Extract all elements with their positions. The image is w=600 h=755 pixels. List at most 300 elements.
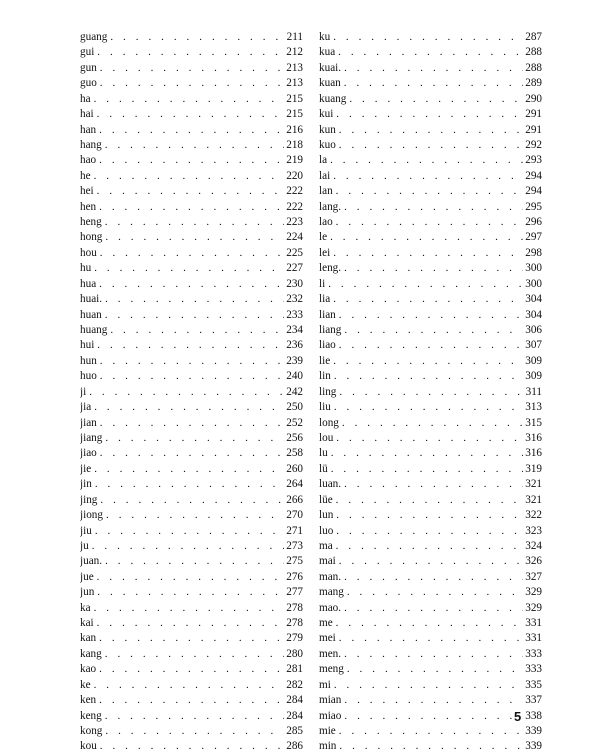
dot-leader (336, 385, 523, 400)
index-entry-syllable: lan (319, 185, 333, 198)
index-entry-page: 287 (525, 31, 542, 43)
index-entry (80, 446, 303, 461)
dot-leader (96, 153, 284, 168)
index-entry-syllable: man. (319, 570, 342, 583)
index-entry-page: 240 (286, 370, 303, 383)
index-entry-syllable: kong (80, 724, 103, 737)
index-entry-page: 271 (286, 524, 303, 537)
dot-leader (336, 724, 523, 739)
index-entry (80, 477, 303, 492)
index-entry-syllable: hun (80, 354, 97, 367)
index-entry-syllable: ju (80, 539, 89, 552)
index-entry-page: 270 (286, 509, 303, 522)
dot-leader (331, 678, 523, 693)
dot-leader (91, 92, 285, 107)
index-entry (319, 631, 542, 646)
dot-leader (333, 539, 524, 554)
index-entry (319, 678, 542, 693)
index-entry-syllable: kuai. (319, 61, 342, 74)
index-entry-page: 306 (525, 324, 542, 337)
index-entry-page: 260 (286, 462, 303, 475)
index-entry-syllable: kun (319, 123, 336, 136)
dot-leader (333, 616, 524, 631)
dot-leader (330, 292, 523, 307)
dot-leader (94, 616, 285, 631)
index-entry (319, 261, 542, 276)
index-entry (319, 508, 542, 523)
index-entry-page: 339 (525, 724, 542, 737)
index-entry (80, 230, 303, 245)
index-entry-syllable: jiao (80, 447, 97, 460)
dot-leader (327, 153, 523, 168)
index-entry-syllable: leng. (319, 262, 342, 275)
index-entry-page: 239 (286, 354, 303, 367)
dot-leader (330, 169, 523, 184)
index-entry-syllable: lang. (319, 200, 342, 213)
index-entry (80, 92, 303, 107)
index-entry (319, 277, 542, 292)
index-entry (80, 724, 303, 739)
index-entry-syllable: hai (80, 108, 94, 121)
index-entry-syllable: jiu (80, 524, 92, 537)
index-entry-page: 284 (286, 694, 303, 707)
index-entry (80, 662, 303, 677)
index-entry-page: 215 (286, 108, 303, 121)
index-entry-syllable: men. (319, 647, 342, 660)
index-entry-page: 329 (525, 601, 542, 614)
index-entry-page: 234 (286, 324, 303, 337)
index-entry (80, 508, 303, 523)
index-entry-syllable: huo (80, 370, 97, 383)
index-entry (319, 323, 542, 338)
index-entry-syllable: ku (319, 31, 331, 43)
index-entry-syllable: heng (80, 216, 102, 229)
index-entry-page: 284 (286, 709, 303, 722)
index-entry-syllable: jing (80, 493, 98, 506)
index-entry-syllable: jiong (80, 509, 103, 522)
dot-leader (91, 169, 285, 184)
index-entry-syllable: mai (319, 555, 336, 568)
dot-leader (341, 61, 523, 76)
index-entry (80, 493, 303, 508)
dot-leader (89, 539, 285, 554)
index-entry-syllable: hu (80, 262, 92, 275)
dot-leader (336, 554, 523, 569)
index-entry-page: 222 (286, 185, 303, 198)
index-entry (319, 153, 542, 168)
dot-leader (102, 554, 284, 569)
dot-leader (346, 92, 523, 107)
index-entry-page: 252 (286, 416, 303, 429)
index-entry-page: 309 (525, 370, 542, 383)
index-entry-syllable: la (319, 154, 328, 167)
index-entry-page: 242 (286, 385, 303, 398)
index-entry-page: 276 (286, 570, 303, 583)
index-entry (319, 123, 542, 138)
page-number: 5 (514, 709, 522, 724)
dot-leader (97, 354, 284, 369)
index-entry (319, 400, 542, 415)
index-entry-syllable: ha (80, 92, 91, 105)
dot-leader (102, 308, 284, 323)
index-entry-page: 222 (286, 200, 303, 213)
dot-leader (336, 123, 523, 138)
index-entry-syllable: huai. (80, 293, 103, 306)
index-entry-syllable: juan. (80, 555, 103, 568)
index-entry-page: 280 (286, 647, 303, 660)
index-entry-syllable: jie (80, 462, 92, 475)
index-entry-page: 224 (286, 231, 303, 244)
index-entry-syllable: hong (80, 231, 103, 244)
index-entry-page: 316 (525, 447, 542, 460)
index-entry-syllable: ka (80, 601, 91, 614)
dot-leader (333, 493, 524, 508)
index-entry-page: 256 (286, 431, 303, 444)
index-entry-page: 278 (286, 617, 303, 630)
index-entry (319, 493, 542, 508)
index-entry-syllable: lun (319, 509, 334, 522)
index-entry-page: 223 (286, 216, 303, 229)
index-entry (80, 462, 303, 477)
index-entry-page: 294 (525, 169, 542, 182)
index-entry-syllable: huang (80, 324, 108, 337)
dot-leader (92, 524, 284, 539)
index-entry (319, 662, 542, 677)
index-entry-syllable: kan (80, 632, 97, 645)
index-entry (80, 693, 303, 708)
index-entry (80, 184, 303, 199)
index-entry-page: 273 (286, 539, 303, 552)
index-entry-page: 218 (286, 138, 303, 151)
dot-leader (91, 462, 284, 477)
index-entry (319, 354, 542, 369)
index-entry-syllable: mang (319, 586, 344, 599)
index-entry-page: 316 (525, 431, 542, 444)
index-entry-syllable: ji (80, 385, 87, 398)
dot-leader (336, 138, 523, 153)
index-entry-page: 295 (525, 200, 542, 213)
dot-leader (328, 446, 524, 461)
index-entry-page: 291 (525, 123, 542, 136)
index-entry-page: 281 (286, 663, 303, 676)
dot-leader (327, 230, 523, 245)
index-entry (80, 354, 303, 369)
dot-leader (102, 724, 284, 739)
index-entry-page: 278 (286, 601, 303, 614)
index-entry-syllable: lia (319, 293, 331, 306)
index-entry (80, 416, 303, 431)
index-entry (80, 76, 303, 91)
index-entry (319, 554, 542, 569)
index-entry (319, 693, 542, 708)
index-entry-syllable: ke (80, 678, 91, 691)
dot-leader (97, 493, 284, 508)
index-entry (80, 261, 303, 276)
index-column-right (319, 30, 542, 755)
index-entry-page: 324 (525, 539, 542, 552)
index-entry-page: 292 (525, 138, 542, 151)
index-entry-syllable: huan (80, 308, 102, 321)
index-entry-page: 297 (525, 231, 542, 244)
index-entry-syllable: kuo (319, 138, 336, 151)
dot-leader (91, 400, 284, 415)
index-entry-page: 331 (525, 617, 542, 630)
index-entry-page: 286 (286, 740, 303, 753)
index-entry (319, 200, 542, 215)
index-entry-syllable: lin (319, 370, 331, 383)
dot-leader (97, 416, 284, 431)
index-entry (80, 153, 303, 168)
index-entry (319, 724, 542, 739)
index-entry-syllable: guo (80, 77, 97, 90)
index-entry (319, 416, 542, 431)
index-entry-syllable: kuang (319, 92, 347, 105)
dot-leader (102, 230, 284, 245)
index-entry-page: 233 (286, 308, 303, 321)
index-column-left (80, 30, 303, 755)
index-entry-page: 335 (525, 678, 542, 691)
index-entry-page: 290 (525, 92, 542, 105)
index-entry-syllable: luo (319, 524, 334, 537)
index-entry-page: 326 (525, 555, 542, 568)
index-entry-page: 288 (525, 61, 542, 74)
index-entry-page: 213 (286, 77, 303, 90)
index-entry (319, 92, 542, 107)
index-entry-page: 323 (525, 524, 542, 537)
index-entry-page: 288 (525, 46, 542, 59)
dot-leader (341, 570, 523, 585)
index-entry-page: 220 (286, 169, 303, 182)
index-entry-syllable: he (80, 169, 91, 182)
index-entry-syllable: kuan (319, 77, 341, 90)
index-entry (319, 739, 542, 754)
index-entry (80, 323, 303, 338)
index-entry (319, 61, 542, 76)
dot-leader (91, 601, 285, 616)
index-entry-syllable: liao (319, 339, 336, 352)
index-entry-syllable: hou (80, 246, 97, 259)
index-entry (319, 338, 542, 353)
index-entry (80, 570, 303, 585)
index-entry (80, 246, 303, 261)
index-entry-page: 331 (525, 632, 542, 645)
dot-leader (333, 508, 523, 523)
index-entry (80, 338, 303, 353)
index-entry (80, 678, 303, 693)
index-entry-syllable: kai (80, 617, 94, 630)
index-entry-syllable: liu (319, 401, 331, 414)
index-entry-syllable: jue (80, 570, 94, 583)
index-entry-syllable: kui (319, 108, 334, 121)
index-entry (319, 524, 542, 539)
index-entry-syllable: hang (80, 138, 102, 151)
index-entry (80, 554, 303, 569)
index-entry-page: 266 (286, 493, 303, 506)
index-entry-syllable: li (319, 277, 326, 290)
index-entry (80, 292, 303, 307)
dot-leader (96, 631, 284, 646)
index-entry-syllable: hao (80, 154, 97, 167)
index-entry-syllable: guang (80, 31, 108, 43)
index-entry-syllable: liang (319, 324, 342, 337)
index-entry-page: 225 (286, 246, 303, 259)
dot-leader (97, 739, 284, 754)
dot-leader (341, 693, 523, 708)
index-entry-syllable: long (319, 416, 339, 429)
index-entry-syllable: kao (80, 663, 97, 676)
index-entry-syllable: han (80, 123, 97, 136)
index-entry (80, 647, 303, 662)
index-entry-syllable: jun (80, 586, 95, 599)
dot-leader (331, 400, 523, 415)
dot-leader (325, 277, 523, 292)
index-entry-page: 313 (525, 401, 542, 414)
index-entry (80, 107, 303, 122)
index-entry-syllable: luan. (319, 478, 342, 491)
index-entry (319, 431, 542, 446)
index-entry-syllable: jia (80, 401, 92, 414)
dot-leader (344, 662, 523, 677)
dot-leader (330, 246, 523, 261)
index-entry-page: 232 (286, 293, 303, 306)
index-entry-syllable: lou (319, 431, 334, 444)
index-entry-page: 307 (525, 339, 542, 352)
index-entry (80, 138, 303, 153)
index-entry-page: 250 (286, 401, 303, 414)
index-entry (319, 292, 542, 307)
dot-leader (341, 323, 523, 338)
dot-leader (107, 30, 284, 45)
index-entry-syllable: me (319, 617, 333, 630)
dot-leader (333, 524, 523, 539)
index-entry-syllable: hui (80, 339, 95, 352)
index-entry-page: 227 (286, 262, 303, 275)
index-entry (319, 585, 542, 600)
dot-leader (94, 338, 284, 353)
index-entry-page: 212 (286, 46, 303, 59)
index-entry-syllable: min (319, 740, 337, 753)
index-entry-page: 333 (525, 647, 542, 660)
index-entry-syllable: ma (319, 539, 333, 552)
index-entry (80, 539, 303, 554)
dot-leader (107, 323, 284, 338)
dot-leader (102, 138, 284, 153)
index-entry-page: 322 (525, 509, 542, 522)
index-entry (80, 369, 303, 384)
index-entry-syllable: miao (319, 709, 342, 722)
index-entry (80, 277, 303, 292)
index-entry-page: 298 (525, 246, 542, 259)
index-entry (319, 30, 542, 45)
index-entry-page: 315 (525, 416, 542, 429)
index-entry-page: 213 (286, 61, 303, 74)
index-entry-syllable: lai (319, 169, 331, 182)
index-entry-syllable: jian (80, 416, 97, 429)
dot-leader (97, 76, 284, 91)
index-entry-page: 294 (525, 185, 542, 198)
index-entry-page: 275 (286, 555, 303, 568)
dot-leader (341, 477, 523, 492)
index-entry-syllable: lie (319, 354, 331, 367)
dot-leader (102, 215, 284, 230)
dot-leader (344, 585, 523, 600)
dot-leader (341, 76, 523, 91)
dot-leader (331, 369, 523, 384)
index-entry (80, 308, 303, 323)
index-entry-syllable: lu (319, 447, 328, 460)
index-entry-page: 277 (286, 586, 303, 599)
index-entry (319, 184, 542, 199)
index-entry (319, 76, 542, 91)
index-entry-syllable: meng (319, 663, 344, 676)
index-entry-syllable: ken (80, 694, 97, 707)
index-entry (319, 477, 542, 492)
index-entry-syllable: hua (80, 277, 97, 290)
index-entry-page: 333 (525, 663, 542, 676)
index-entry-page: 291 (525, 108, 542, 121)
index-entry (319, 446, 542, 461)
index-entry (80, 215, 303, 230)
index-entry (319, 169, 542, 184)
index-entry-page: 211 (286, 31, 303, 43)
index-entry-page: 296 (525, 216, 542, 229)
index-entry (319, 385, 542, 400)
dot-leader (336, 308, 523, 323)
dot-leader (96, 123, 284, 138)
index-entry (80, 524, 303, 539)
dot-leader (336, 631, 523, 646)
dot-leader (94, 585, 284, 600)
index-entry-page: 304 (525, 293, 542, 306)
dot-leader (102, 647, 284, 662)
dot-leader (335, 45, 523, 60)
index-entry-page: 321 (525, 478, 542, 491)
index-entry-page: 279 (286, 632, 303, 645)
dot-leader (96, 662, 284, 677)
index-entry-page: 338 (525, 709, 542, 722)
index-entry (80, 709, 303, 724)
dot-leader (97, 446, 284, 461)
index-entry (80, 30, 303, 45)
dot-leader (333, 215, 524, 230)
dot-leader (96, 693, 284, 708)
dot-leader (97, 246, 284, 261)
index-entry (80, 616, 303, 631)
index-entry-page: 327 (525, 570, 542, 583)
index-entry (319, 107, 542, 122)
index-entry-page: 216 (286, 123, 303, 136)
index-entry-page: 339 (525, 740, 542, 753)
index-entry-page: 321 (525, 493, 542, 506)
index-entry-syllable: jin (80, 478, 92, 491)
index-entry-syllable: lao (319, 216, 333, 229)
dot-leader (92, 477, 284, 492)
index-entry-syllable: lei (319, 246, 331, 259)
dot-leader (94, 45, 284, 60)
index-entry-page: 319 (525, 462, 542, 475)
index-entry-page: 264 (286, 478, 303, 491)
index-entry (80, 123, 303, 138)
dot-leader (102, 431, 284, 446)
index-entry (319, 647, 542, 662)
index-entry-page: 329 (525, 586, 542, 599)
dot-leader (86, 385, 284, 400)
index-entry-page: 293 (525, 154, 542, 167)
dot-leader (336, 739, 523, 754)
index-entry-syllable: ling (319, 385, 337, 398)
index-entry-syllable: mi (319, 678, 331, 691)
index-entry-syllable: kua (319, 46, 336, 59)
